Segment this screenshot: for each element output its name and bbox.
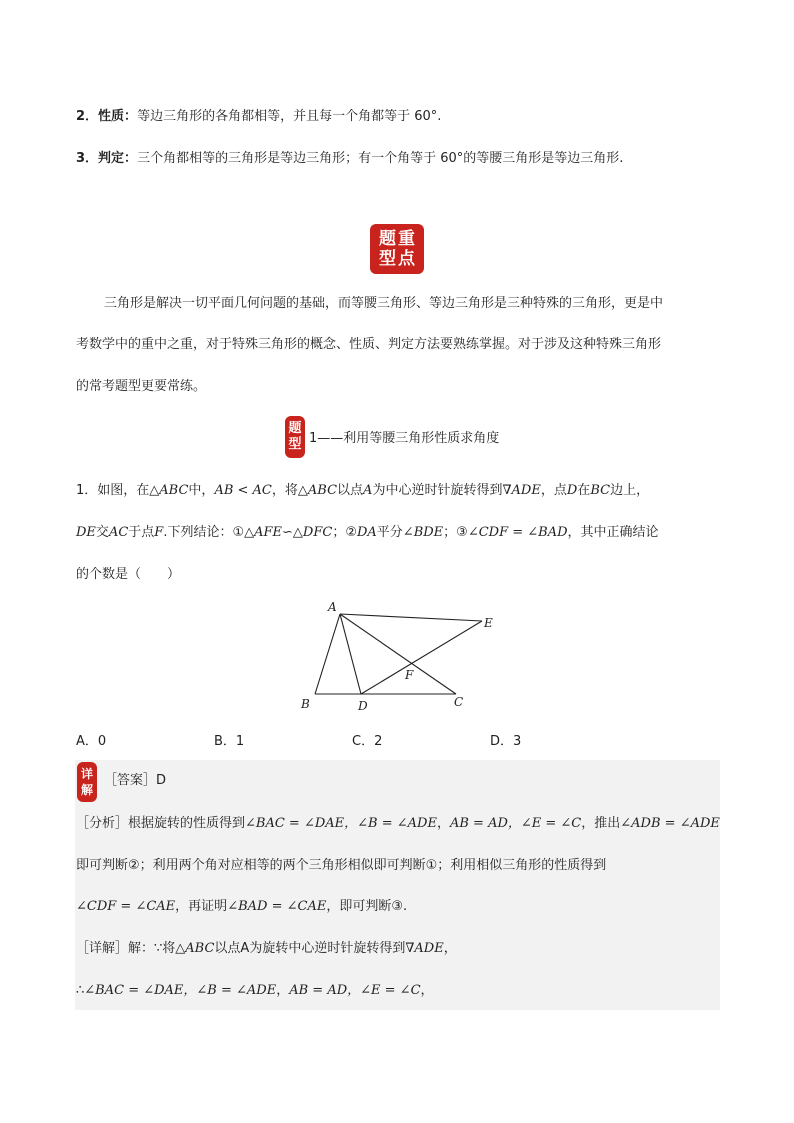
intro-line-2: 考数学中的重中之重，对于特殊三角形的概念、性质、判定方法要熟练掌握。对于涉及这种特殊三角形 [76, 337, 662, 352]
q-text: 边上， [610, 483, 650, 498]
question-line-2 [76, 524, 659, 542]
segment-ae [340, 614, 482, 621]
q-text: .下列结论：① [163, 525, 245, 540]
analysis-line-1 [76, 815, 720, 833]
item-label: 判定： [98, 151, 138, 166]
q-text: 在 [577, 483, 591, 498]
a-text: ， [276, 983, 290, 998]
q-math: D [566, 483, 578, 498]
q-text: ；③ [443, 525, 468, 540]
option-c[interactable]: C．2 [352, 734, 383, 749]
seal-char: 重 [398, 229, 415, 249]
q-text: 交 [95, 525, 109, 540]
option-a[interactable]: A．0 [76, 734, 107, 749]
question-line-1 [76, 482, 649, 500]
q-math: AB < AC [214, 483, 272, 498]
a-text: ，即可判断③. [326, 899, 408, 914]
point-label-c: C [454, 695, 464, 709]
q-math: DE [76, 525, 96, 540]
q-text: ，点 [540, 483, 567, 498]
seal-char: 点 [398, 249, 415, 269]
segment-ab [315, 614, 340, 694]
answer-line: ［答案］D [104, 773, 167, 788]
triangle-figure [290, 596, 510, 718]
q-text: ；② [332, 525, 357, 540]
a-math: ∠CDF = ∠CAE [76, 899, 176, 914]
q-math: △ABC [149, 483, 189, 498]
analysis-line-3 [76, 898, 407, 916]
a-text: ，推出 [581, 816, 621, 831]
analysis-line-2: 即可判断②；利用两个角对应相等的两个三角形相似即可判断①；利用相似三角形的性质得到 [76, 858, 607, 873]
q-math: DA [356, 525, 377, 540]
segment-de [361, 621, 482, 694]
seal-char: 解 [80, 783, 93, 797]
seal-char: 题 [288, 421, 302, 436]
item-label: 性质： [98, 109, 138, 124]
a-text: ， [436, 816, 450, 831]
a-math: ∠BAC = ∠DAE，∠B = ∠ADE [245, 816, 437, 831]
q-text: 以点 [337, 483, 364, 498]
a-text: ，再证明 [175, 899, 228, 914]
a-math: △ABC [175, 941, 215, 956]
q-text: 中， [188, 483, 215, 498]
intro-line-3: 的常考题型更要常练。 [76, 379, 207, 394]
option-d[interactable]: D．3 [490, 734, 522, 749]
a-text: 以点A为旋转中心逆时针旋转得到 [214, 941, 406, 956]
seal-char: 题 [379, 229, 396, 249]
q-math: AC [108, 525, 129, 540]
a-math: ∠ADB = ∠ADE [620, 816, 720, 831]
item-text: 等边三角形的各角都相等，并且每一个角都等于 60°. [137, 109, 442, 124]
point-label-b: B [301, 697, 310, 711]
detail-line-2 [76, 982, 434, 1000]
property-item-2 [76, 108, 441, 126]
key-question-type-seal [370, 224, 424, 274]
q-math: BC [590, 483, 611, 498]
property-item-3 [76, 150, 623, 168]
q-math: A [363, 483, 373, 498]
intro-line-1: 三角形是解决一切平面几何问题的基础，而等腰三角形、等边三角形是三种特殊的三角形，更是中 [104, 296, 664, 311]
a-text: ［详解］解：∵将 [76, 941, 176, 956]
a-math: ∠BAC = ∠DAE，∠B = ∠ADE [84, 983, 277, 998]
item-number: 2． [76, 109, 99, 124]
question-line-3: 的个数是（ ） [76, 567, 181, 582]
detail-line-1 [76, 940, 457, 958]
a-math: ∇ADE [405, 941, 444, 956]
q-text: 为中心逆时针旋转得到 [372, 483, 503, 498]
q-math: ∇ADE [502, 483, 541, 498]
point-label-e: E [484, 616, 493, 630]
q-text: ，将 [271, 483, 298, 498]
a-math: ∠BAD = ∠CAE [227, 899, 327, 914]
q-math: △ABC [297, 483, 338, 498]
question-type-seal [285, 416, 305, 458]
question-type-title: 1——利用等腰三角形性质求角度 [309, 431, 500, 446]
item-number: 3． [76, 151, 99, 166]
q-math: ∠BDE [402, 525, 444, 540]
q-math: △AFE∽△DFC [244, 525, 333, 540]
seal-char: 详 [80, 767, 93, 781]
a-text: ∴ [76, 983, 85, 998]
a-text: ， [443, 941, 457, 956]
point-label-a: A [328, 600, 337, 614]
seal-char: 型 [379, 249, 396, 269]
q-text: 平分 [376, 525, 403, 540]
a-text: ［分析］根据旋转的性质得到 [76, 816, 246, 831]
point-label-f: F [405, 668, 414, 682]
q-text: ，其中正确结论 [567, 525, 659, 540]
q-text: 1．如图，在 [76, 483, 150, 498]
answer-background [75, 760, 720, 1010]
a-text: ， [420, 983, 434, 998]
a-math: AB = AD，∠E = ∠C [289, 983, 421, 998]
item-text: 三个角都相等的三角形是等边三角形；有一个角等于 60°的等腰三角形是等边三角形. [137, 151, 624, 166]
q-text: 于点 [128, 525, 155, 540]
q-math: ∠CDF = ∠BAD [467, 525, 568, 540]
a-math: AB = AD，∠E = ∠C [449, 816, 582, 831]
point-label-d: D [358, 699, 368, 713]
explanation-seal [77, 762, 97, 802]
q-math: F [154, 525, 164, 540]
option-b[interactable]: B．1 [214, 734, 245, 749]
seal-char: 型 [288, 437, 302, 452]
